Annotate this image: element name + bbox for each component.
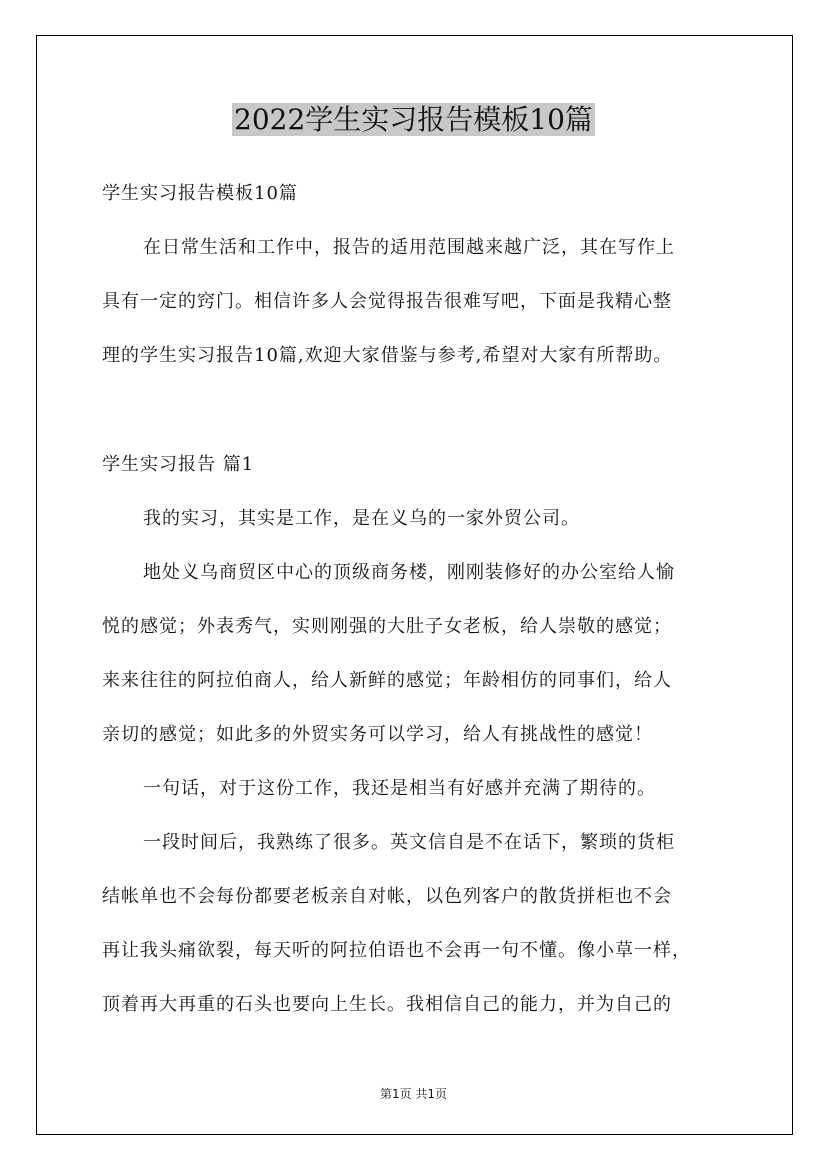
page-footer: 第1页 共1页 [379,1087,448,1101]
body-line-8: 结帐单也不会每份都要老板亲自对帐，以色列客户的散货拼柜也不会 [102,886,672,907]
subtitle: 学生实习报告模板10篇 [102,183,298,204]
body-line-9: 再让我头痛欲裂，每天听的阿拉伯语也不会再一句不懂。像小草一样， [102,940,691,961]
body-line-1: 我的实习，其实是工作，是在义乌的一家外贸公司。 [143,508,580,529]
body-line-5: 亲切的感觉；如此多的外贸实务可以学习，给人有挑战性的感觉！ [102,724,653,745]
section-heading: 学生实习报告 篇1 [102,454,255,475]
body-line-4: 来来往往的阿拉伯商人，给人新鲜的感觉；年龄相仿的同事们，给人 [102,670,672,691]
body-line-6: 一句话，对于这份工作，我还是相当有好感并充满了期待的。 [143,778,656,799]
document-title: 2022学生实习报告模板10篇 [234,103,593,136]
body-line-2: 地处义乌商贸区中心的顶级商务楼，刚刚装修好的办公室给人愉 [143,562,675,583]
intro-line-1: 在日常生活和工作中，报告的适用范围越来越广泛，其在写作上 [143,237,675,258]
body-line-7: 一段时间后，我熟练了很多。英文信自是不在话下，繁琐的货柜 [143,832,675,853]
intro-line-2: 具有一定的窍门。相信许多人会觉得报告很难写吧，下面是我精心整 [102,291,672,312]
intro-line-3: 理的学生实习报告10篇,欢迎大家借鉴与参考,希望对大家有所帮助。 [102,345,673,366]
document-title-container [0,100,827,140]
body-line-3: 悦的感觉；外表秀气，实则刚强的大肚子女老板，给人崇敬的感觉； [102,616,672,637]
body-line-10: 顶着再大再重的石头也要向上生长。我相信自己的能力，并为自己的 [102,994,672,1015]
